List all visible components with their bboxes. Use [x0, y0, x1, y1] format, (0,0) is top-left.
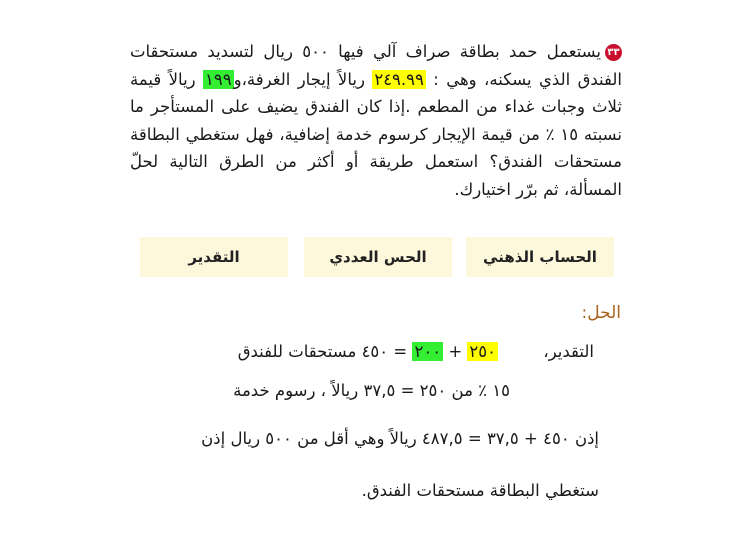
conclusion-line-2: ستغطي البطاقة مستحقات الفندق.	[361, 481, 599, 500]
methods-row	[0, 237, 756, 277]
question-number-badge: ٣٣	[605, 44, 622, 61]
method-mental-math: الحساب الذهني	[466, 237, 614, 277]
plus-sign: +	[443, 342, 468, 361]
estimate-a-highlight: ٢٥٠	[469, 342, 496, 361]
estimate-result: = ٤٥٠ مستحقات للفندق	[237, 342, 413, 361]
problem-text-part2: ريالاً إيجار الغرفة،و	[233, 69, 373, 89]
conclusion-line-1: إذن ٤٥٠ + ٣٧,٥ = ٤٨٧,٥ ريالاً وهي أقل من ٥٠٠ ريال إذن	[201, 429, 599, 448]
meals-amount-highlight: ١٩٩	[205, 69, 232, 89]
solution-label: الحل:	[581, 303, 621, 323]
problem-statement	[130, 38, 622, 203]
method-number-sense: الحس العددي	[304, 237, 452, 277]
problem-text-part3: ريالاً قيمة ثلاث وجبات غداء من المطعم .إذا كان الفندق يضيف على المستأجر ما نسبته ١٥ ٪ من قيمة الإيجار كرسوم خدمة إضافية، فهل ستغطي البطاقة مستحقات الفندق؟ استعمل طريقة أو أكثر من الطرق التالية لحلّ المسألة، ثم برّر اختيارك.	[130, 69, 622, 199]
estimate-b-highlight: ٢٠٠	[414, 342, 442, 361]
method-estimation: التقدير	[140, 237, 288, 277]
estimate-equation	[238, 342, 498, 361]
room-amount-highlight: ٢٤٩.٩٩	[374, 69, 424, 89]
service-fee-line: ١٥ ٪ من ٢٥٠ = ٣٧,٥ ريالاً ، رسوم خدمة	[233, 381, 510, 400]
estimate-label: التقدير،	[543, 342, 594, 361]
problem-text-part1: يستعمل حمد بطاقة صراف آلي فيها ٥٠٠ ريال لتسديد مستحقات الفندق الذي يسكنه، وهي :	[130, 42, 622, 89]
